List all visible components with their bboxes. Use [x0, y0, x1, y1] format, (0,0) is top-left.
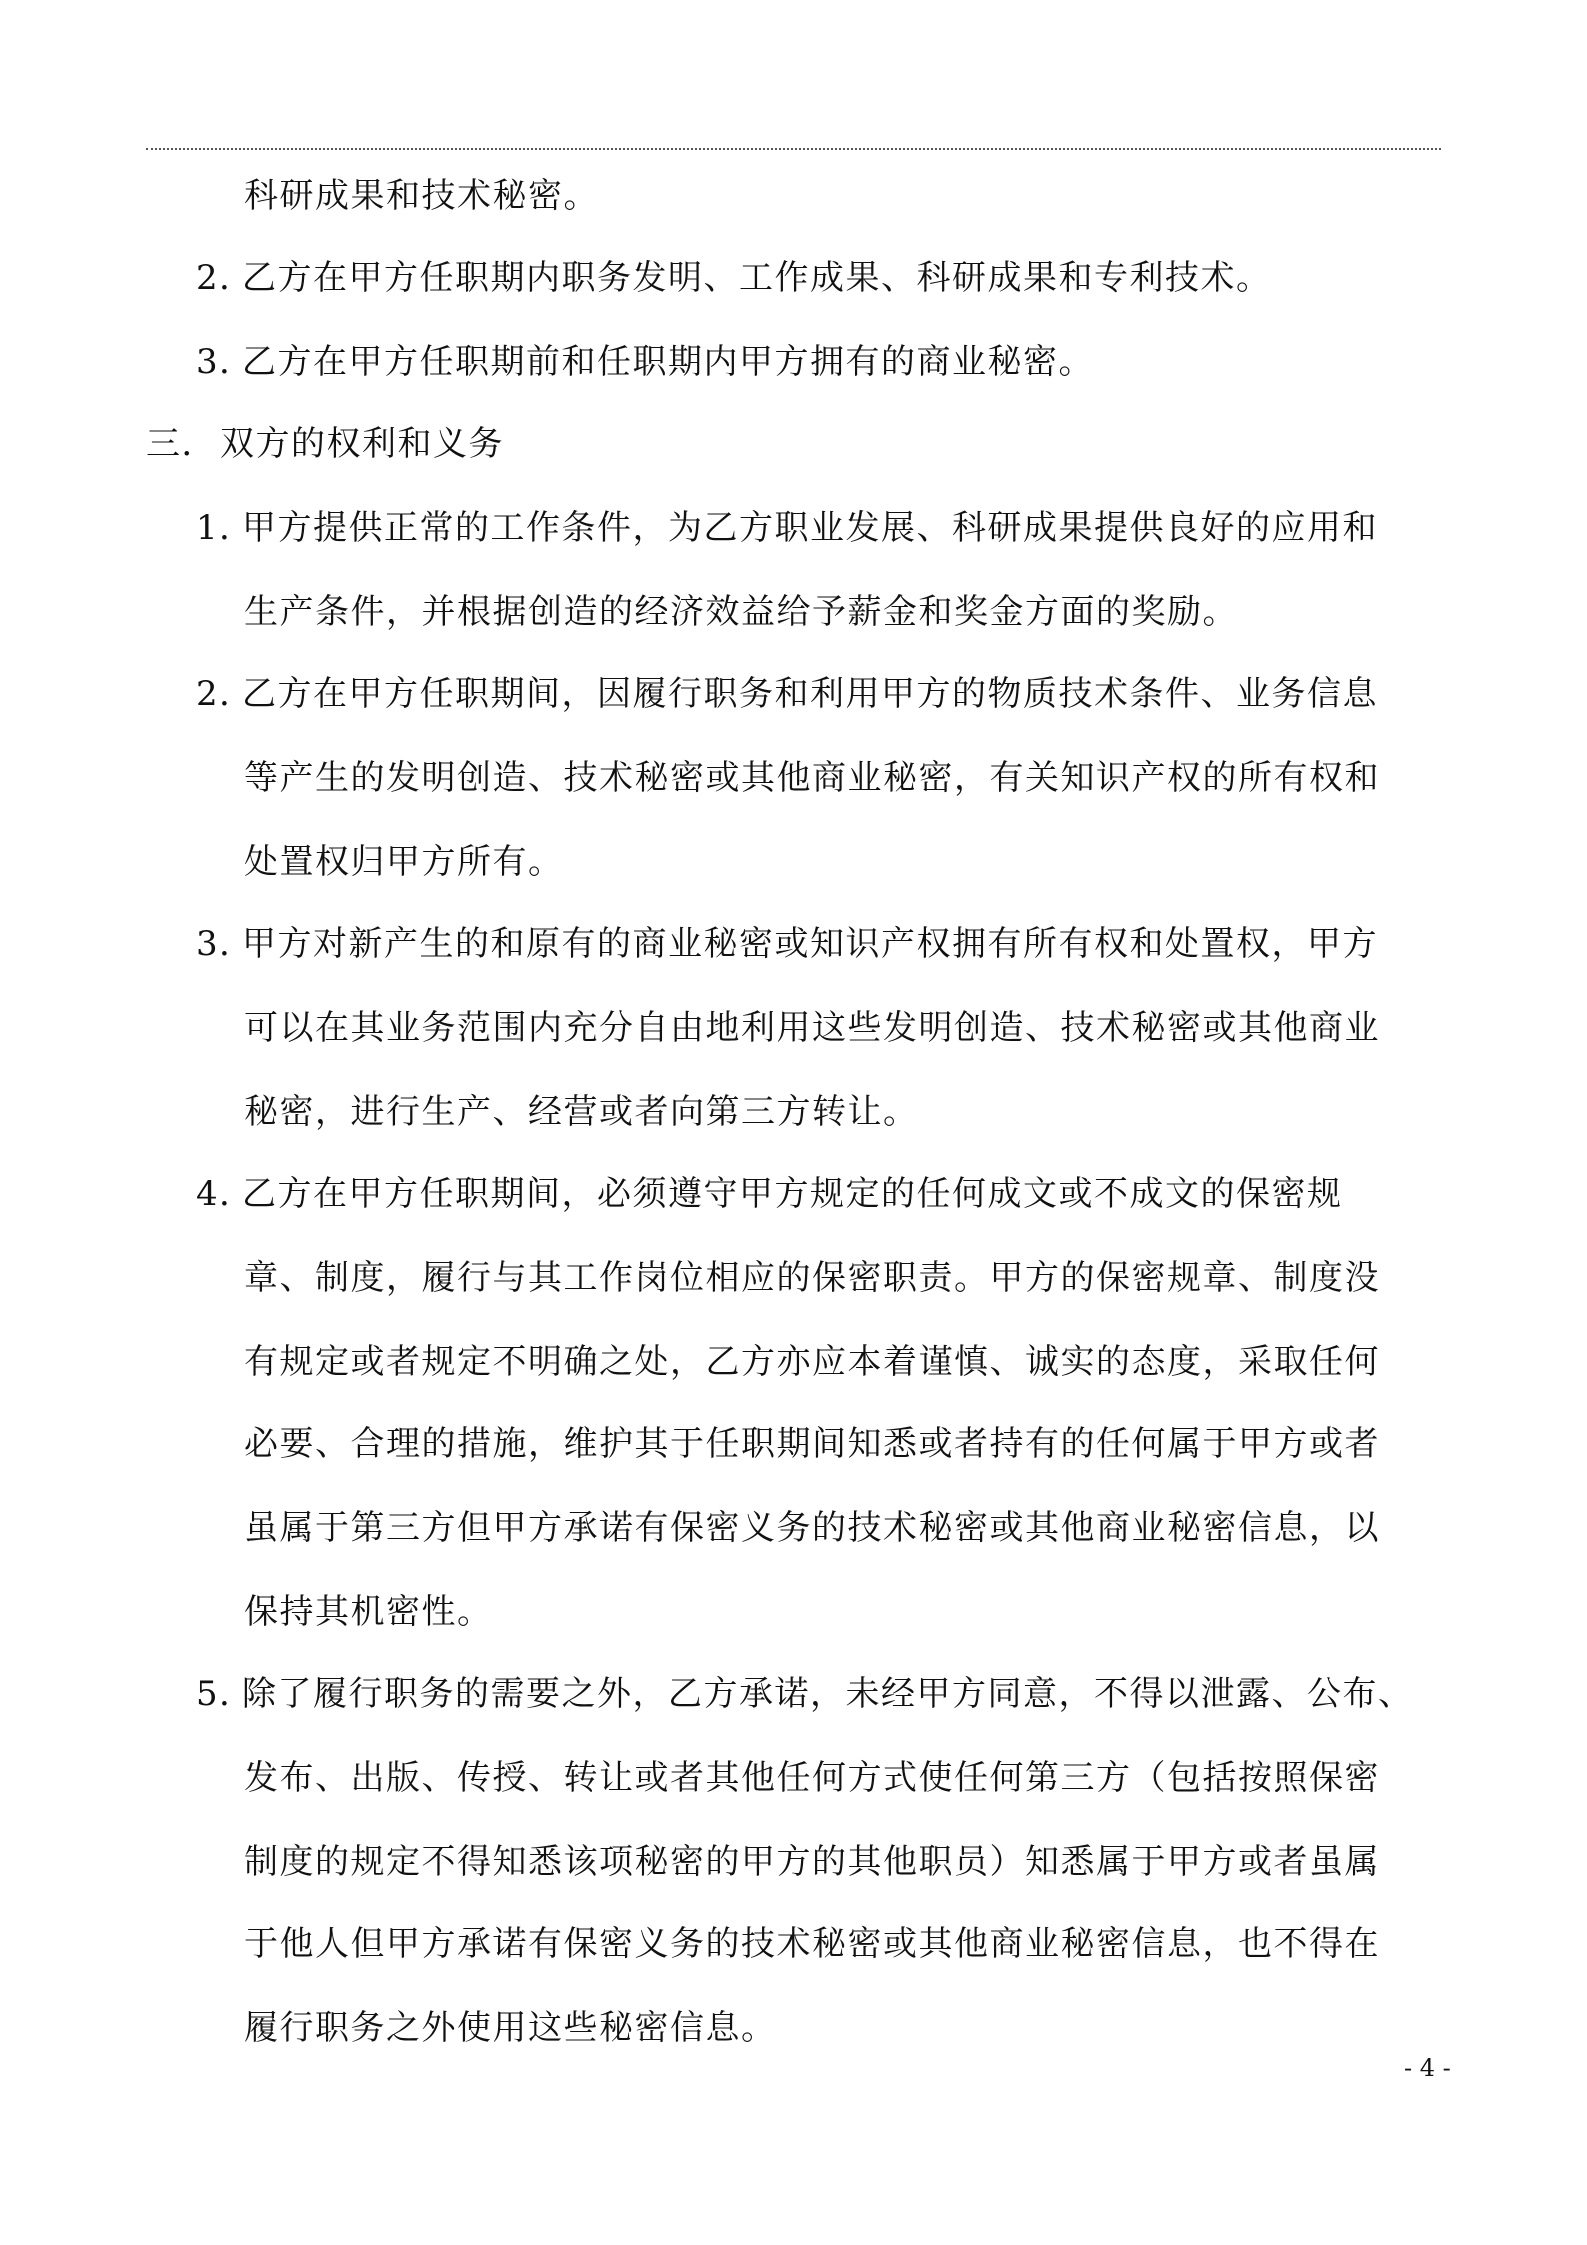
- list-number: 4．: [196, 1174, 255, 1214]
- text-line: 有规定或者规定不明确之处，乙方亦应本着谨慎、诚实的态度，采取任何: [244, 1342, 1380, 1382]
- list-item-1: [196, 506, 1378, 550]
- text-line: 保持其机密性。: [244, 1592, 493, 1632]
- list-text: 乙方在甲方任职期间，因履行职务和利用甲方的物质技术条件、业务信息: [242, 674, 1378, 714]
- text-line: 生产条件，并根据创造的经济效益给予薪金和奖金方面的奖励。: [244, 592, 1238, 632]
- text-line: 履行职务之外使用这些秘密信息。: [244, 2008, 777, 2048]
- page-number: - 4 -: [1404, 2054, 1451, 2082]
- list-item-5: [196, 1672, 1414, 1716]
- list-text: 乙方在甲方任职期内职务发明、工作成果、科研成果和专利技术。: [242, 258, 1272, 298]
- list-number: 5．: [196, 1674, 255, 1714]
- section-number: 三．: [146, 424, 217, 464]
- text-line: 制度的规定不得知悉该项秘密的甲方的其他职员）知悉属于甲方或者虽属: [244, 1842, 1380, 1882]
- text-line: 必要、合理的措施，维护其于任职期间知悉或者持有的任何属于甲方或者: [244, 1424, 1380, 1464]
- text-line: 秘密，进行生产、经营或者向第三方转让。: [244, 1092, 919, 1132]
- list-text: 乙方在甲方任职期间，必须遵守甲方规定的任何成文或不成文的保密规: [242, 1174, 1343, 1214]
- list-item-3: [196, 922, 1378, 966]
- list-item-3: [196, 340, 1094, 384]
- text-line: 于他人但甲方承诺有保密义务的技术秘密或其他商业秘密信息，也不得在: [244, 1924, 1380, 1964]
- section-title: 双方的权利和义务: [220, 424, 504, 464]
- list-item-4: [196, 1172, 1343, 1216]
- list-item-2: [196, 256, 1272, 300]
- list-number: 3．: [196, 924, 255, 964]
- list-item-2: [196, 672, 1378, 716]
- text-line: 章、制度，履行与其工作岗位相应的保密职责。甲方的保密规章、制度没: [244, 1258, 1380, 1298]
- text-line: 科研成果和技术秘密。: [244, 176, 599, 216]
- list-text: 除了履行职务的需要之外，乙方承诺，未经甲方同意，不得以泄露、公布、: [242, 1674, 1414, 1714]
- text-line: 等产生的发明创造、技术秘密或其他商业秘密，有关知识产权的所有权和: [244, 758, 1380, 798]
- list-number: 3．: [196, 342, 255, 382]
- list-text: 甲方对新产生的和原有的商业秘密或知识产权拥有所有权和处置权，甲方: [242, 924, 1378, 964]
- list-text: 乙方在甲方任职期前和任职期内甲方拥有的商业秘密。: [242, 342, 1094, 382]
- list-number: 2．: [196, 258, 255, 298]
- text-line: 虽属于第三方但甲方承诺有保密义务的技术秘密或其他商业秘密信息，以: [244, 1508, 1380, 1548]
- text-line: 处置权归甲方所有。: [244, 842, 564, 882]
- section-heading: [146, 422, 504, 466]
- text-line: 发布、出版、传授、转让或者其他任何方式使任何第三方（包括按照保密: [244, 1758, 1380, 1798]
- list-number: 1．: [196, 508, 255, 548]
- list-number: 2．: [196, 674, 255, 714]
- list-text: 甲方提供正常的工作条件，为乙方职业发展、科研成果提供良好的应用和: [242, 508, 1378, 548]
- text-line: 可以在其业务范围内充分自由地利用这些发明创造、技术秘密或其他商业: [244, 1008, 1380, 1048]
- header-dotted-rule: [146, 148, 1441, 150]
